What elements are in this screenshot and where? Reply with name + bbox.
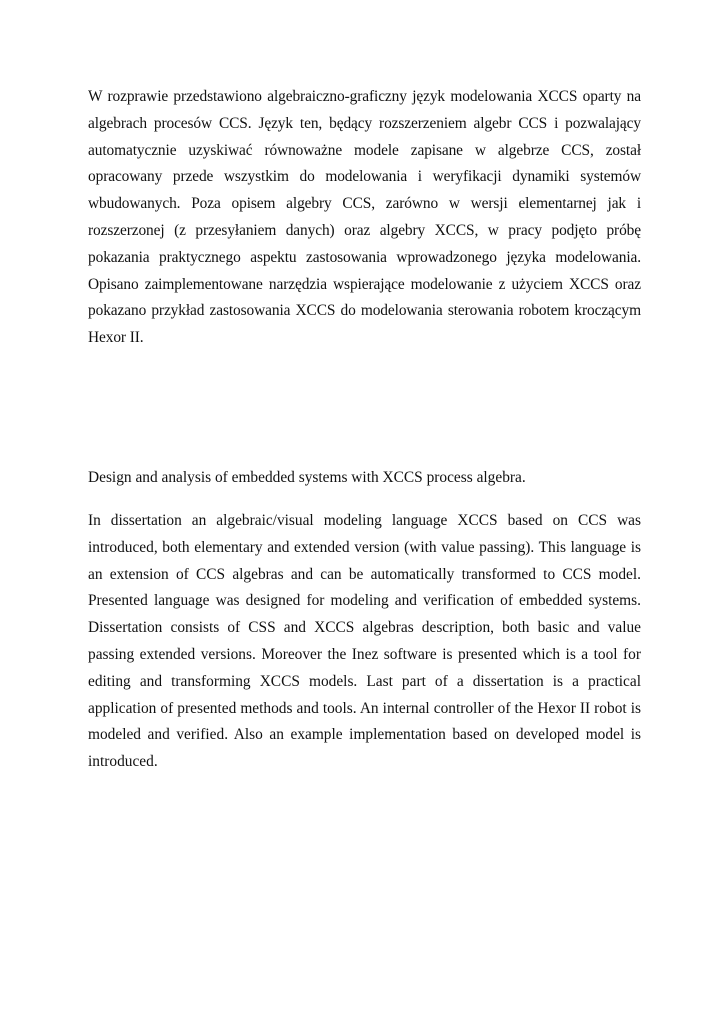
abstract-polish: W rozprawie przedstawiono algebraiczno-graficzny język modelowania XCCS oparty na algebrach procesów CCS. Język ten, będący rozszerzeniem algebr CCS i pozwalający automatycznie uzyskiwać równoważne modele zapisane w algebrze CCS, został opracowany przede wszystkim do modelowania i weryfikacji dynamiki systemów wbudowanych. Poza opisem algebry CCS, zarówno w wersji elementarnej jak i rozszerzonej (z przesyłaniem danych) oraz algebry XCCS, w pracy podjęto próbę pokazania praktycznego aspektu zastosowania wprowadzonego języka modelowania. Opisano zaimplementowane narzędzia wspierające modelowanie z użyciem XCCS oraz pokazano przykład zastosowania XCCS do modelowania sterowania robotem kroczącym Hexor II. xyxy=(88,88,641,347)
document-page xyxy=(88,84,641,771)
abstract-english: In dissertation an algebraic/visual modeling language XCCS based on CCS was introduced, both elementary and extended version (with value passing). This language is an extension of CCS algebras and can be automatically transformed to CCS model. Presented language was designed for modeling and verification of embedded systems. Dissertation consists of CSS and XCCS algebras description, both basic and value passing extended versions. Moreover the Inez software is presented which is a tool for editing and transforming XCCS models. Last part of a dissertation is a practical application of presented methods and tools. An internal controller of the Hexor II robot is modeled and verified. Also an example implementation based on developed model is introduced. xyxy=(88,512,641,771)
english-title: Design and analysis of embedded systems with XCCS process algebra. xyxy=(88,469,526,486)
